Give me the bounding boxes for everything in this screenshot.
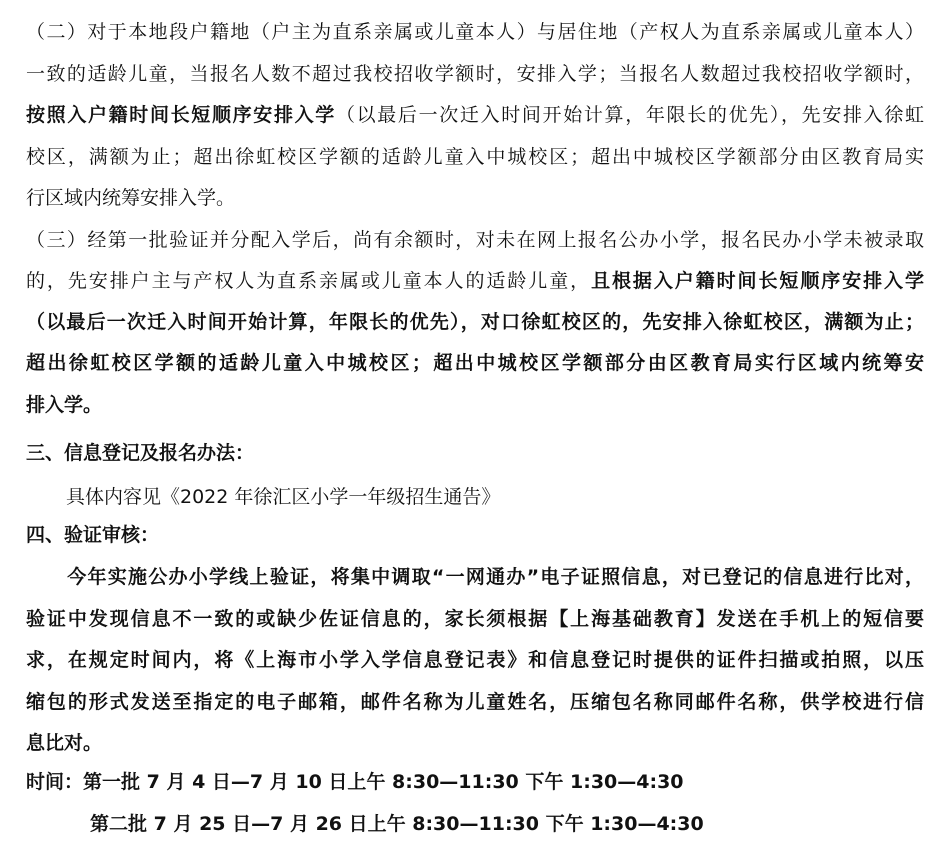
para2-line-4: 校区，满额为止；超出徐虹校区学额的适龄儿童入中城校区；超出中城校区学额部分由区教育局实 (26, 146, 924, 168)
para3-line-3: （以最后一次迁入时间开始计算，年限长的优先），对口徐虹校区的，先安排入徐虹校区，满额为止； (26, 311, 924, 333)
section3-heading: 三、信息登记及报名办法： (26, 442, 255, 464)
schedule-batch-1-text: 第一批 7 月 4 日—7 月 10 日上午 8:30—11:30 下午 1:30—4:30 (83, 771, 684, 793)
section3-body: 具体内容见《2022 年徐汇区小学一年级招生通告》 (66, 486, 501, 508)
para2-line-5: 行区域内统筹安排入学。 (26, 187, 236, 209)
para3-line-4: 超出徐虹校区学额的适龄儿童入中城校区；超出中城校区学额部分由区教育局实行区域内统筹安 (26, 352, 924, 374)
section4-line-1-text: 今年实施公办小学线上验证，将集中调取“一网通办”电子证照信息，对已登记的信息进行比对， (66, 566, 924, 588)
section4-line-1 (26, 557, 924, 597)
section4-line-2: 验证中发现信息不一致的或缺少佐证信息的，家长须根据【上海基础教育】发送在手机上的短信要 (26, 608, 924, 630)
para3-line-5: 排入学。 (26, 394, 103, 416)
schedule-batch-1 (26, 762, 924, 802)
para3-line-2-bold: 且根据入户籍时间长短顺序安排入学 (591, 270, 924, 292)
section4-line-5: 息比对。 (26, 732, 103, 754)
para3-line-2-normal: 的，先安排户主与产权人为直系亲属或儿童本人的适龄儿童， (26, 270, 592, 292)
para2-line-2: 一致的适龄儿童，当报名人数不超过我校招收学额时，安排入学；当报名人数超过我校招收学额时， (26, 63, 924, 85)
section4-line-3: 求，在规定时间内，将《上海市小学入学信息登记表》和信息登记时提供的证件扫描或拍照，以压 (26, 649, 924, 671)
para2-line-3 (26, 95, 924, 135)
para2-line-3-bold: 按照入户籍时间长短顺序安排入学 (26, 104, 336, 126)
para3-line-2 (26, 261, 924, 301)
section4-line-4: 缩包的形式发送至指定的电子邮箱，邮件名称为儿童姓名，压缩包名称同邮件名称，供学校进行信 (26, 691, 924, 713)
para2-line-1: （二）对于本地段户籍地（户主为直系亲属或儿童本人）与居住地（产权人为直系亲属或儿童本人） (26, 21, 924, 43)
schedule-batch-2: 第二批 7 月 25 日—7 月 26 日上午 8:30—11:30 下午 1:30—4:30 (90, 813, 704, 835)
section4-heading: 四、验证审核： (26, 524, 160, 546)
schedule-label: 时间： (26, 771, 84, 793)
para2-line-3-rest: （以最后一次迁入时间开始计算，年限长的优先），先安排入徐虹 (335, 104, 924, 126)
para3-line-1: （三）经第一批验证并分配入学后，尚有余额时，对未在网上报名公办小学，报名民办小学未被录取 (26, 229, 924, 251)
